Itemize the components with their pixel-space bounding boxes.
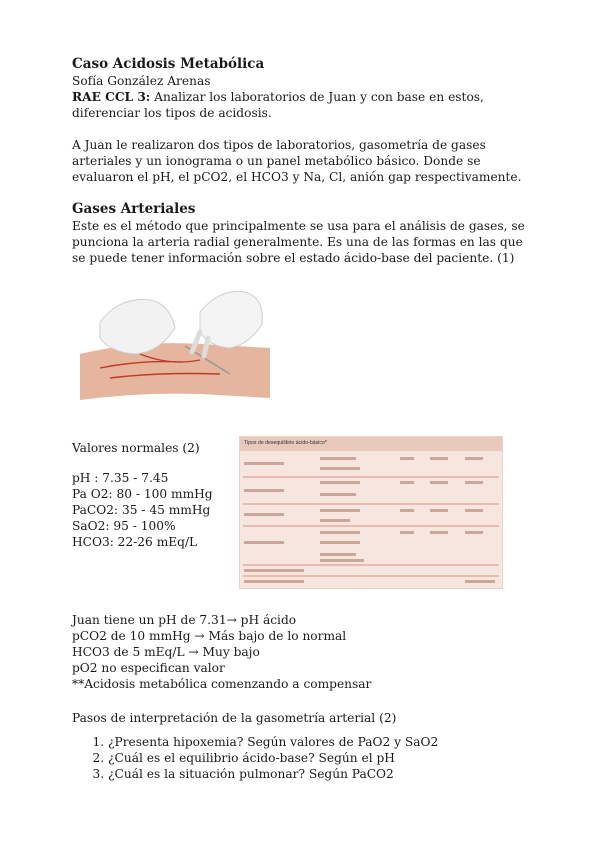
juan-line-conclusion: **Acidosis metabólica comenzando a compensar bbox=[72, 677, 372, 691]
normal-value-pao2: Pa O2: 80 - 100 mmHg bbox=[72, 487, 213, 501]
rae-paragraph bbox=[72, 89, 532, 121]
document-body bbox=[72, 56, 532, 266]
normal-value-hco3: HCO3: 22-26 mEq/L bbox=[72, 535, 198, 549]
list-item: 2. ¿Cuál es el equilibrio ácido-base? Según el pH bbox=[108, 750, 532, 766]
juan-results bbox=[72, 612, 532, 692]
normal-values bbox=[72, 440, 242, 550]
list-item: 3. ¿Cuál es la situación pulmonar? Según PaCO2 bbox=[108, 766, 532, 782]
juan-line-ph: Juan tiene un pH de 7.31→ pH ácido bbox=[72, 613, 297, 627]
intro-paragraph: A Juan le realizaron dos tipos de laboratorios, gasometría de gases arteriales y un ionograma o un panel metabólico básico. Donde se evaluaron el pH, el pCO2, el HCO3 y Na, Cl, anión gap respectivamente. bbox=[72, 138, 522, 184]
normal-values-heading: Valores normales (2) bbox=[72, 441, 200, 455]
normal-value-sao2: SaO2: 95 - 100% bbox=[72, 519, 176, 533]
gases-heading: Gases Arteriales bbox=[72, 201, 196, 217]
juan-line-hco3: HCO3 de 5 mEq/L → Muy bajo bbox=[72, 645, 260, 659]
arterial-puncture-image bbox=[80, 282, 270, 404]
list-item: 1. ¿Presenta hipoxemia? Según valores de PaO2 y SaO2 bbox=[108, 734, 532, 750]
gases-paragraph: Este es el método que principalmente se usa para el análisis de gases, se punciona la arteria radial generalmente. Es una de las formas en las que se puede tener información sobre el estado ácido-base del paciente. (1) bbox=[72, 219, 525, 265]
juan-line-pco2: pCO2 de 10 mmHg → Más bajo de lo normal bbox=[72, 629, 347, 643]
rae-label: RAE CCL 3: bbox=[72, 90, 151, 104]
page-title: Caso Acidosis Metabólica bbox=[72, 56, 265, 72]
rae-text: Analizar los laboratorios de Juan y con base en estos, diferenciar los tipos de acidosis. bbox=[72, 90, 484, 120]
normal-value-ph: pH : 7.35 - 7.45 bbox=[72, 471, 169, 485]
juan-line-po2: pO2 no especifican valor bbox=[72, 661, 225, 675]
acid-base-table-image bbox=[239, 436, 503, 589]
normal-value-paco2: PaCO2: 35 - 45 mmHg bbox=[72, 503, 211, 517]
author: Sofía González Arenas bbox=[72, 74, 211, 88]
steps-heading: Pasos de interpretación de la gasometría arterial (2) bbox=[72, 711, 397, 725]
steps-list bbox=[72, 734, 532, 782]
table-caption: Tipos de desequilibrio ácido-básico* bbox=[244, 440, 327, 446]
interpretation-steps bbox=[72, 710, 532, 782]
